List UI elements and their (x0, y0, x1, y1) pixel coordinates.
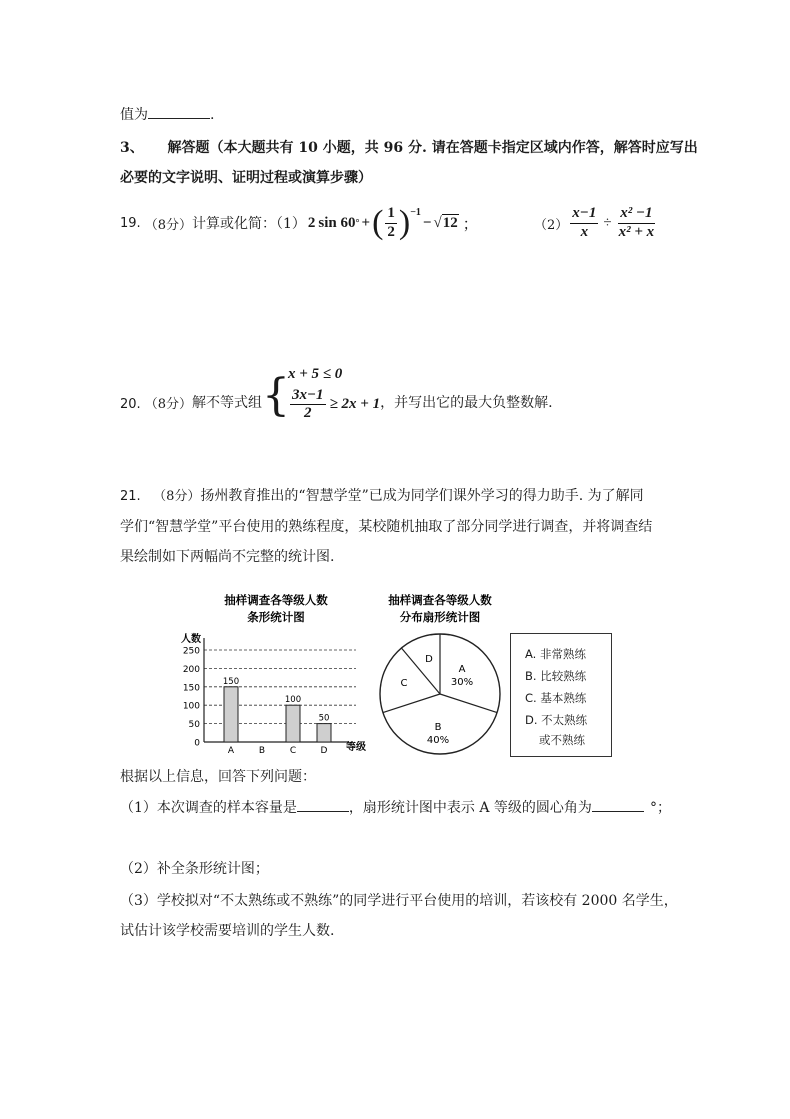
x-tick-label: B (258, 746, 266, 756)
inequality-system (288, 366, 380, 423)
q21-line2: 学们“智慧学堂”平台使用的熟练程度，某校随机抽取了部分同学进行调查，并将调查结 (120, 519, 653, 535)
expr2-divide: ÷ (603, 214, 612, 231)
expr1-frac-den: 2 (387, 223, 395, 240)
question-19 (120, 200, 478, 246)
q19-part2-label: （2） (534, 217, 569, 233)
pie-slice-label-d: D (425, 654, 433, 665)
x-tick-label: D (320, 746, 328, 756)
q1-part-c: °； (649, 800, 671, 816)
bar-chart-title: 抽样调查各等级人数 (224, 593, 328, 607)
expr1-minus: − (422, 214, 432, 231)
q19-expression-2 (568, 205, 658, 241)
bar-chart (178, 590, 368, 760)
expr1-coef: 2 (307, 214, 316, 231)
expr2-num-2: x² −1 (618, 205, 654, 223)
inequality-1: x + 5 ≤ 0 (287, 365, 343, 382)
bar-data-label: 50 (318, 713, 330, 724)
pie-chart-title: 抽样调查各等级人数 (388, 593, 492, 607)
expr2-den-1: x (580, 223, 589, 240)
bar-a (224, 687, 238, 742)
q20-text-before: 解不等式组 (191, 395, 262, 411)
pie-slice-label-b: B 40% (426, 722, 450, 746)
expr1-func: sin 60 (318, 214, 356, 231)
top-line-prefix: 值为 (120, 107, 148, 123)
answer-blank-top (148, 118, 210, 119)
x-tick-label: C (289, 746, 297, 756)
q21-line1 (120, 485, 644, 505)
pie-chart-subtitle: 分布扇形统计图 (399, 610, 481, 624)
left-paren: ( (372, 204, 384, 241)
section3-heading-line2: 必要的文字说明、证明过程或演算步骤） (120, 170, 372, 186)
system-brace: { (261, 370, 290, 421)
question-2: （2）补全条形统计图； (120, 861, 269, 877)
bar-data-label: 100 (284, 695, 302, 706)
legend-item-a: A. 非常熟练 (525, 647, 586, 661)
y-tick-label: 250 (182, 646, 200, 657)
questions-intro: 根据以上信息，回答下列问题： (120, 769, 316, 785)
expr2-num-1: x−1 (570, 205, 598, 223)
bar-chart-xlabel: 等级 (346, 742, 366, 753)
pie-slice-label-a: A 30% (450, 664, 474, 688)
expr1-plus: + (361, 214, 371, 231)
expr1-fraction (385, 205, 397, 241)
pie-slice-boundary (383, 694, 440, 713)
q20-label: 20. (120, 397, 141, 412)
inequality-2 (288, 387, 380, 423)
x-tick-label: A (227, 746, 235, 756)
legend-item-d-cont: 或不熟练 (539, 733, 585, 747)
pie-slice-label-c: C (400, 678, 408, 689)
q20-points: （8分） (144, 397, 192, 412)
expr1-degree: ° (355, 217, 360, 229)
top-line-suffix: . (210, 107, 215, 123)
ineq2-den: 2 (304, 404, 312, 421)
y-tick-label: 200 (182, 664, 200, 675)
q21-text-line1: 扬州教育推出的“智慧学堂”已成为同学们课外学习的得力助手. 为了解同 (200, 488, 644, 504)
top-line (120, 104, 214, 124)
y-tick-label: 0 (194, 738, 200, 749)
section3-number: 3、 (120, 140, 144, 156)
expr1-exponent: −1 (410, 207, 421, 219)
bar-chart-subtitle: 条形统计图 (247, 610, 305, 624)
pie-slice-boundary (440, 694, 497, 713)
ineq2-rhs: ≥ 2x + 1 (329, 395, 381, 412)
q20-text-after: ，并写出它的最大负整数解. (380, 395, 553, 411)
y-tick-label: 50 (188, 720, 200, 731)
sqrt-sign: √ (433, 214, 442, 231)
question-20 (120, 352, 553, 422)
question-3-line2: 试估计该学校需要培训的学生人数. (120, 923, 335, 939)
expr2-fraction-1 (570, 205, 598, 241)
pie-chart (374, 590, 509, 765)
bar-data-label: 150 (222, 676, 240, 687)
ineq2-num: 3x−1 (290, 387, 326, 405)
q21-label: 21. (120, 489, 141, 504)
section3-heading-line1 (120, 137, 698, 157)
expr1-frac-num: 1 (385, 205, 397, 223)
bar-c (286, 705, 300, 742)
expr2-den-2: x² + x (618, 223, 655, 240)
expr2-fraction-2 (617, 205, 657, 241)
section3-title-line1: 解答题（本大题共有 10 小题，共 96 分. 请在答题卡指定区域内作答，解答时应写出 (167, 140, 698, 156)
q1-part-a: （1）本次调查的样本容量是 (120, 800, 297, 816)
question-3-line1: （3）学校拟对“不太熟练或不熟练”的同学进行平台使用的培训，若该校有 2000 名学生， (120, 893, 678, 909)
q1-part-b: ，扇形统计图中表示 A 等级的圆心角为 (348, 800, 592, 816)
question-1 (120, 797, 671, 817)
expr1-semicolon: ； (462, 216, 478, 233)
q19-label: 19. (120, 215, 141, 231)
q21-points: （8分） (153, 489, 201, 504)
bar-chart-ylabel: 人数 (181, 634, 201, 645)
legend-item-d: D. 不太熟练 (525, 713, 588, 727)
q19-points: （8分） (144, 217, 192, 233)
legend-item-b: B. 比较熟练 (525, 669, 587, 683)
question-19-part2 (534, 200, 658, 246)
legend-item-c: C. 基本熟练 (525, 691, 587, 705)
bar-d (317, 724, 331, 742)
q19-expression-1 (308, 205, 478, 241)
expr1-sqrt-arg: 12 (442, 215, 458, 231)
q21-line3: 果绘制如下两幅尚不完整的统计图. (120, 549, 335, 565)
answer-blank-angle (592, 811, 644, 812)
y-tick-label: 100 (182, 701, 200, 712)
ineq2-fraction (290, 387, 326, 423)
right-paren: ) (398, 204, 411, 241)
chart-legend (510, 633, 612, 757)
y-tick-label: 150 (182, 683, 200, 694)
q19-text: 计算或化简：（1） (191, 216, 306, 232)
answer-blank-sample-size (297, 811, 349, 812)
